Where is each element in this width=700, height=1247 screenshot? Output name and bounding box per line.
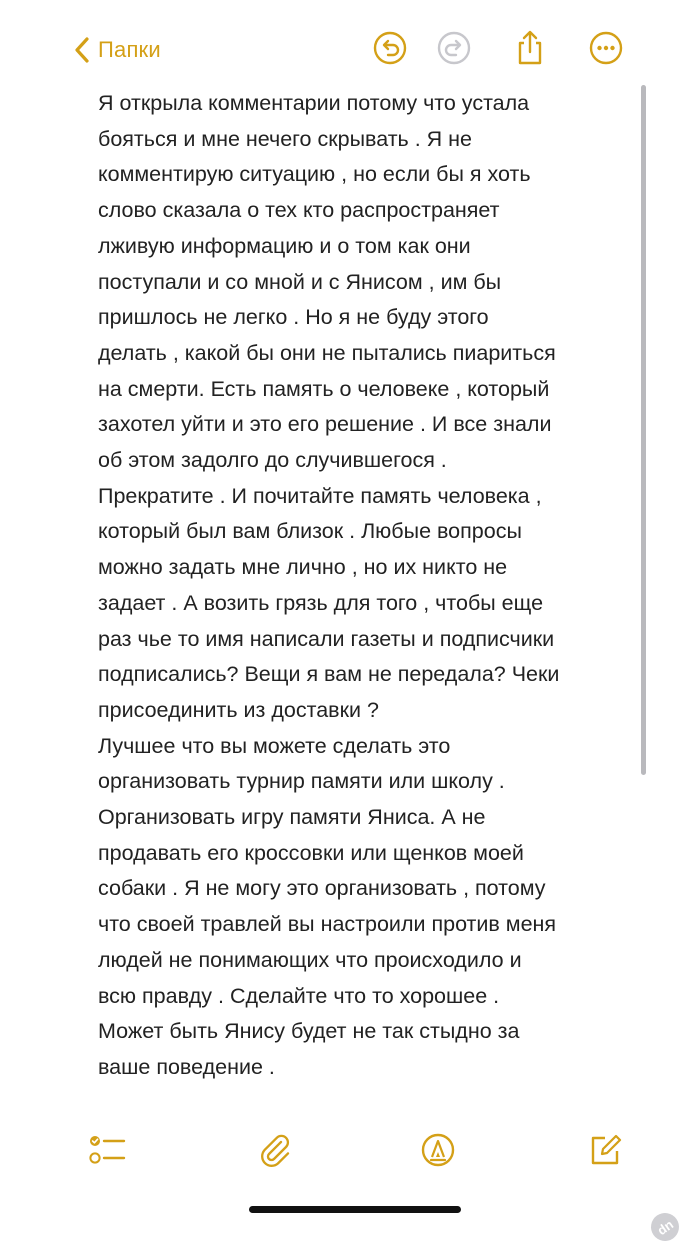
bottom-toolbar xyxy=(0,1120,700,1180)
note-line: Может быть Янису будет не так стыдно за xyxy=(98,1019,520,1044)
markup-button[interactable] xyxy=(418,1130,458,1170)
note-line: подписались? Вещи я вам не передала? Чеки xyxy=(98,662,560,687)
note-line: организовать турнир памяти или школу . xyxy=(98,769,505,794)
note-line: бояться и мне нечего скрывать . Я не xyxy=(98,126,473,151)
note-line: Я открыла комментарии потому что устала xyxy=(98,91,530,115)
note-line: делать , какой бы они не пытались пиариться xyxy=(98,340,556,365)
note-line: захотел уйти и это его решение . И все знали xyxy=(98,412,552,437)
back-button-label: Папки xyxy=(98,37,161,62)
markup-icon xyxy=(421,1133,455,1167)
note-line: ваше поведение . xyxy=(98,1054,275,1079)
note-line: поступали и со мной и с Янисом , им бы xyxy=(98,269,502,294)
watermark-text: dn xyxy=(654,1216,676,1238)
note-line: лживую информацию и о том как они xyxy=(98,233,471,258)
note-line: задает . А возить грязь для того , чтобы еще xyxy=(98,590,544,615)
scrollbar[interactable] xyxy=(641,85,646,775)
note-line: всю правду . Сделайте что то хорошее . xyxy=(98,983,500,1008)
note-line: что своей травлей вы настроили против меня xyxy=(98,912,557,937)
note-line: который был вам близок . Любые вопросы xyxy=(98,519,522,544)
more-icon xyxy=(589,31,623,65)
note-body[interactable] xyxy=(98,86,628,1086)
note-line: Прекратите . И почитайте память человека , xyxy=(98,483,542,508)
note-line: об этом задолго до случившегося . xyxy=(98,448,447,473)
note-line: можно задать мне лично , но их никто не xyxy=(98,555,508,580)
note-line: слово сказала о тех кто распространяет xyxy=(98,198,500,223)
attachment-button[interactable] xyxy=(255,1130,295,1170)
undo-icon xyxy=(373,31,407,65)
more-button[interactable] xyxy=(588,30,624,66)
note-line: раз чье то имя написали газеты и подписчики xyxy=(98,626,555,651)
watermark-badge xyxy=(646,1208,685,1247)
note-line: продавать его кроссовки или щенков моей xyxy=(98,840,524,865)
note-line: людей не понимающих что происходило и xyxy=(98,947,522,972)
undo-button[interactable] xyxy=(372,30,408,66)
checklist-button[interactable] xyxy=(87,1130,127,1170)
back-button[interactable] xyxy=(74,30,161,70)
compose-button[interactable] xyxy=(585,1130,625,1170)
share-button[interactable] xyxy=(512,30,548,66)
checklist-icon xyxy=(88,1133,126,1167)
note-line: собаки . Я не могу это организовать , потому xyxy=(98,876,546,901)
note-line: присоединить из доставки ? xyxy=(98,697,379,722)
note-line: на смерти. Есть память о человеке , который xyxy=(98,376,550,401)
compose-icon xyxy=(587,1132,623,1168)
note-line: комментирую ситуацию , но если бы я хоть xyxy=(98,162,531,187)
attachment-icon xyxy=(257,1132,293,1168)
share-icon xyxy=(515,30,545,66)
note-line: пришлось не легко . Но я не буду этого xyxy=(98,305,489,330)
note-line: Лучшее что вы можете сделать это xyxy=(98,733,451,758)
home-indicator[interactable] xyxy=(249,1206,461,1213)
redo-icon xyxy=(437,31,471,65)
navigation-bar xyxy=(0,0,700,100)
note-line: Организовать игру памяти Яниса. А не xyxy=(98,805,486,830)
redo-button[interactable] xyxy=(436,30,472,66)
chevron-left-icon xyxy=(74,37,90,63)
